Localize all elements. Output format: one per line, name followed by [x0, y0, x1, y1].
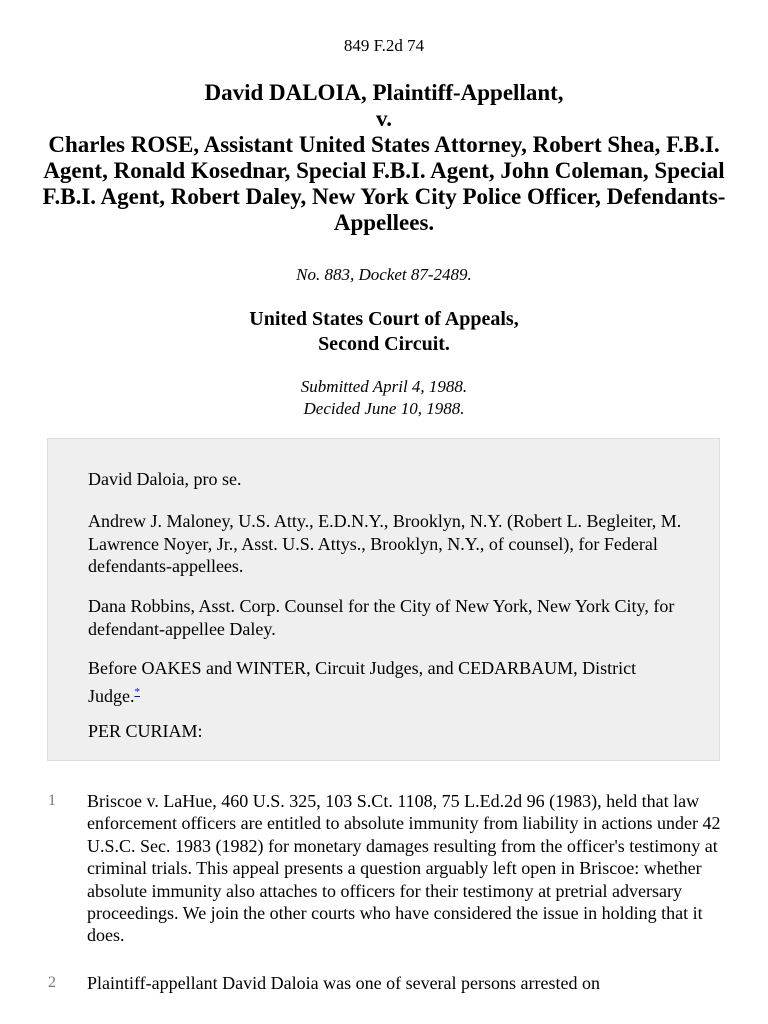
decided-date: Decided June 10, 1988. [303, 399, 465, 418]
case-citation: 849 F.2d 74 [343, 36, 425, 55]
appellant-line: David DALOIA, Plaintiff-Appellant, [204, 80, 564, 105]
appellees-line: Charles ROSE, Assistant United States Attorney, Robert Shea, F.B.I. Agent, Ronald Kosednar, Special F.B.I. Agent, John Coleman, Special F.B.I. Agent, Robert Daley, New York City Police Officer, Defendants-Appellees. [42, 132, 726, 235]
footnote-link[interactable]: * [134, 685, 140, 698]
per-curiam: PER CURIAM: [88, 721, 203, 741]
court-name-line-2: Second Circuit. [318, 333, 450, 355]
submitted-date: Submitted April 4, 1988. [300, 377, 468, 396]
paragraph-text: Plaintiff-appellant David Daloia was one of several persons arrested on [87, 973, 600, 993]
court-name [0, 307, 768, 357]
case-dates [0, 376, 768, 420]
court-name-line-1: United States Court of Appeals, [249, 308, 519, 330]
versus-line: v. [376, 106, 392, 131]
counsel-box [47, 438, 720, 761]
panel-judges-text: Before OAKES and WINTER, Circuit Judges, and CEDARBAUM, District Judge. [88, 658, 637, 706]
case-parties [40, 80, 728, 236]
paragraph-text: Briscoe v. LaHue, 460 U.S. 325, 103 S.Ct. 1108, 75 L.Ed.2d 96 (1983), held that law enforcement officers are entitled to absolute immunity from liability in actions under 42 U.S.C. Sec. 1983 (1982) for monetary damages resulting from the officer's testimony at criminal trials. This appeal presents a question arguably left open in Briscoe: whether absolute immunity also attaches to officers for their testimony at pretrial adversary proceedings. We join the other courts who have considered the issue in holding that it does. [87, 791, 721, 946]
panel-judges [88, 657, 688, 707]
counsel-pro-se: David Daloia, pro se. [88, 469, 242, 489]
docket-number: No. 883, Docket 87-2489. [296, 265, 472, 284]
counsel-city: Dana Robbins, Asst. Corp. Counsel for the City of New York, New York City, for defendant-appellee Daley. [88, 596, 675, 639]
paragraph-number: 1 [48, 792, 56, 809]
paragraph-number: 2 [48, 974, 56, 991]
counsel-federal: Andrew J. Maloney, U.S. Atty., E.D.N.Y., Brooklyn, N.Y. (Robert L. Begleiter, M. Lawrence Noyer, Jr., Asst. U.S. Attys., Brooklyn, N.Y., of counsel), for Federal defendants-appellees. [88, 511, 682, 576]
